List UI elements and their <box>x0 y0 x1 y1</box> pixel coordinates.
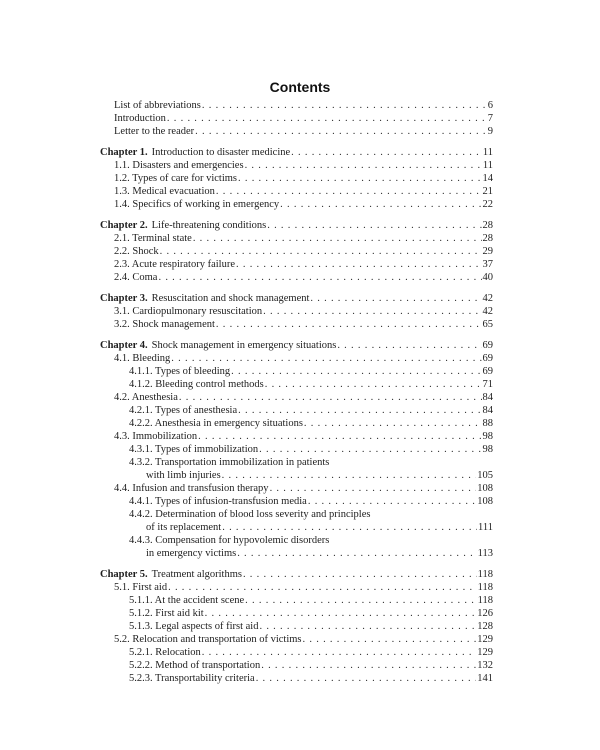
chapter-title: Life-threatening conditions <box>151 220 267 231</box>
page-number: 113 <box>477 548 493 559</box>
toc-entry[interactable]: 1.4. Specifics of working in emergency . . . 22 <box>100 198 493 211</box>
page-number: 42 <box>482 293 493 304</box>
toc-entry[interactable]: 2.3. Acute respiratory failure . . . 37 <box>100 258 493 271</box>
page-number: 118 <box>477 569 493 580</box>
table-of-contents <box>100 99 493 685</box>
page-number: 88 <box>482 418 493 429</box>
chapter-list <box>100 146 493 685</box>
page-number: 128 <box>477 621 493 632</box>
toc-entry-line[interactable]: 4.4.3. Compensation for hypovolemic disorders <box>129 535 330 546</box>
page-number: 29 <box>482 246 493 257</box>
toc-entry-line[interactable]: 4.4.2. Determination of blood loss severity and principles <box>129 509 371 520</box>
page-number: 84 <box>482 392 493 403</box>
page-number: 28 <box>482 220 493 231</box>
page-number: 11 <box>482 147 493 158</box>
toc-entry[interactable]: Letter to the reader . . . 9 <box>100 125 493 138</box>
page-number: 42 <box>482 306 493 317</box>
toc-entry[interactable]: List of abbreviations . . . 6 <box>100 99 493 112</box>
chapter-number: Chapter 1. <box>100 147 148 158</box>
toc-entry[interactable]: 4.4.1. Types of infusion-transfusion media . . . 108 <box>100 495 493 508</box>
toc-entry[interactable]: 4.3.1. Types of immobilization . . . 98 <box>100 443 493 456</box>
toc-entry[interactable]: 4.2.2. Anesthesia in emergency situations . . . 88 <box>100 417 493 430</box>
chapter-title: Introduction to disaster medicine <box>151 147 291 158</box>
toc-entry-continued[interactable]: with limb injuries . . . 105 <box>100 469 493 482</box>
page-title: Contents <box>269 79 331 95</box>
chapter-title: Resuscitation and shock management <box>151 293 310 304</box>
toc-entry[interactable]: 4.2.1. Types of anesthesia . . . 84 <box>100 404 493 417</box>
toc-entry[interactable]: 2.1. Terminal state . . . 28 <box>100 232 493 245</box>
toc-entry[interactable]: 4.3. Immobilization . . . 98 <box>100 430 493 443</box>
chapter-title: Treatment algorithms <box>151 569 242 580</box>
page-number: 118 <box>477 595 493 606</box>
toc-entry[interactable]: 5.1.1. At the accident scene . . . 118 <box>100 594 493 607</box>
toc-entry-continued[interactable]: in emergency victims . . . 113 <box>100 547 493 560</box>
toc-entry[interactable]: Introduction . . . 7 <box>100 112 493 125</box>
chapter-title: Shock management in emergency situations <box>151 340 337 351</box>
page-number: 108 <box>477 496 493 507</box>
page-number: 69 <box>482 366 493 377</box>
toc-entry[interactable]: 2.2. Shock . . . 29 <box>100 245 493 258</box>
chapter-number: Chapter 2. <box>100 220 148 231</box>
page-number: 84 <box>482 405 493 416</box>
toc-entry[interactable]: 2.4. Coma . . . 40 <box>100 271 493 284</box>
toc-entry[interactable]: 4.2. Anesthesia . . . 84 <box>100 391 493 404</box>
chapter-heading[interactable] <box>100 219 493 232</box>
chapter-heading[interactable] <box>100 339 493 352</box>
chapter-number: Chapter 5. <box>100 569 148 580</box>
toc-entry[interactable]: 5.2. Relocation and transportation of victims . . . 129 <box>100 633 493 646</box>
toc-entry-continued[interactable]: of its replacement . . . 111 <box>100 521 493 534</box>
page-number: 105 <box>477 470 493 481</box>
page-number: 65 <box>482 319 493 330</box>
page-number: 126 <box>477 608 493 619</box>
page-number: 11 <box>482 160 493 171</box>
page-number: 129 <box>477 647 493 658</box>
page-number: 22 <box>482 199 493 210</box>
page-number: 132 <box>477 660 493 671</box>
chapter-heading[interactable] <box>100 146 493 159</box>
toc-entry[interactable]: 3.2. Shock management . . . 65 <box>100 318 493 331</box>
chapter-number: Chapter 3. <box>100 293 148 304</box>
toc-entry[interactable]: 5.2.1. Relocation . . . 129 <box>100 646 493 659</box>
page-number: 21 <box>482 186 493 197</box>
page-number: 141 <box>477 673 493 684</box>
page-number: 108 <box>477 483 493 494</box>
toc-entry[interactable]: 4.1. Bleeding . . . 69 <box>100 352 493 365</box>
front-matter <box>100 99 493 138</box>
toc-entry[interactable]: 5.2.3. Transportability criteria . . . 141 <box>100 672 493 685</box>
page-number: 14 <box>482 173 493 184</box>
toc-entry[interactable]: 1.2. Types of care for victims . . . 14 <box>100 172 493 185</box>
toc-entry[interactable]: 1.1. Disasters and emergencies . . . 11 <box>100 159 493 172</box>
page-number: 111 <box>478 522 493 533</box>
page-number: 69 <box>482 353 493 364</box>
chapter-heading[interactable] <box>100 568 493 581</box>
page-number: 69 <box>482 340 493 351</box>
toc-entry[interactable]: 5.1.2. First aid kit . . . 126 <box>100 607 493 620</box>
toc-entry[interactable]: 4.1.2. Bleeding control methods . . . 71 <box>100 378 493 391</box>
toc-entry-line[interactable]: 4.3.2. Transportation immobilization in patients <box>129 457 330 468</box>
chapter-number: Chapter 4. <box>100 340 148 351</box>
toc-entry[interactable]: 5.1. First aid . . . 118 <box>100 581 493 594</box>
toc-entry[interactable]: 5.2.2. Method of transportation . . . 132 <box>100 659 493 672</box>
page-number: 129 <box>477 634 493 645</box>
toc-entry[interactable]: 3.1. Cardiopulmonary resuscitation . . . 42 <box>100 305 493 318</box>
toc-entry[interactable]: 5.1.3. Legal aspects of first aid . . . 128 <box>100 620 493 633</box>
chapter-heading[interactable] <box>100 292 493 305</box>
page-number: 71 <box>482 379 493 390</box>
toc-entry[interactable]: 4.4. Infusion and transfusion therapy . . . 108 <box>100 482 493 495</box>
toc-entry[interactable]: 4.1.1. Types of bleeding . . . 69 <box>100 365 493 378</box>
page-number: 40 <box>482 272 493 283</box>
page-number: 98 <box>482 444 493 455</box>
page-number: 118 <box>477 582 493 593</box>
toc-entry[interactable]: 1.3. Medical evacuation . . . 21 <box>100 185 493 198</box>
page-number: 37 <box>482 259 493 270</box>
page-number: 98 <box>482 431 493 442</box>
page-number: 28 <box>482 233 493 244</box>
